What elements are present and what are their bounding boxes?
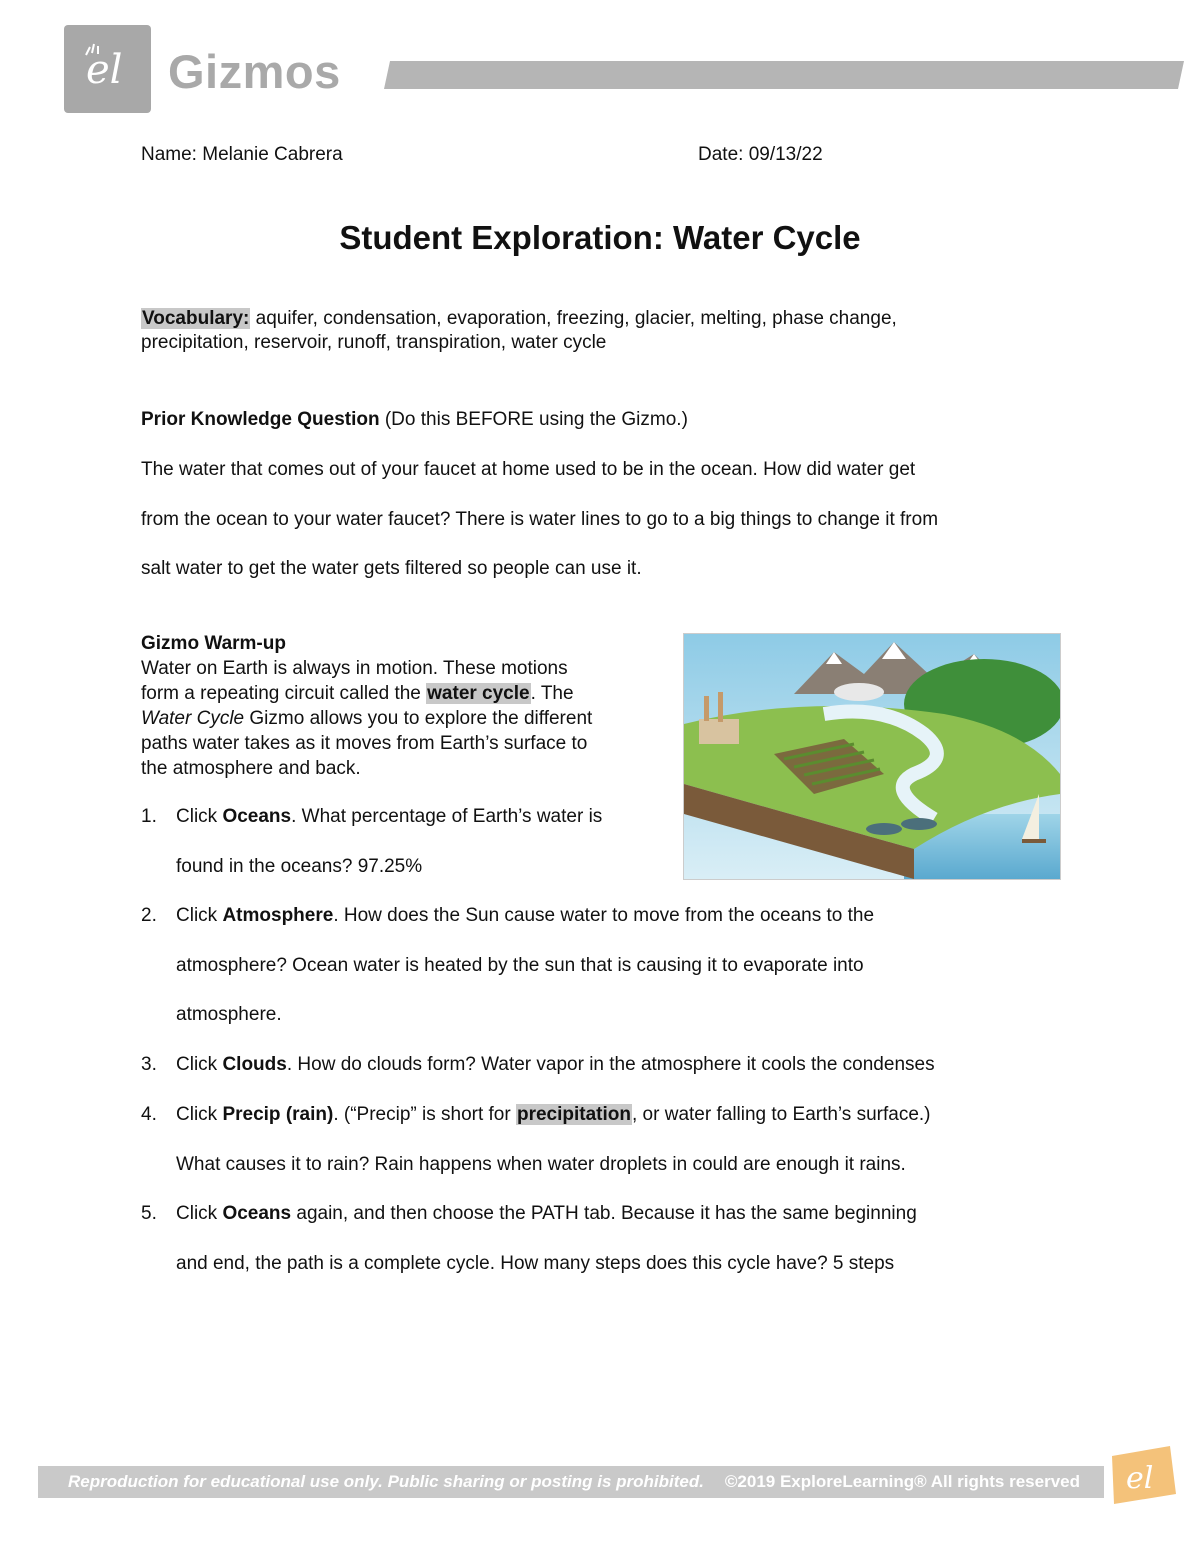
question-number: 4. [141,1104,157,1125]
page-title: Student Exploration: Water Cycle [339,219,861,256]
footer-bar [38,1466,1104,1498]
q-text: Click [176,905,223,926]
q-text: . How does the Sun cause water to move from the oceans to the [333,905,875,926]
warmup-line: Water on Earth is always in motion. These motions [141,658,568,679]
vocabulary-line-1: aquifer, condensation, evaporation, freezing, glacier, melting, phase change, [250,308,897,329]
gizmo-warmup [141,631,641,781]
water-cycle-illustration [683,633,1061,880]
date-field: Date: 09/13/22 [698,144,823,165]
warmup-line [141,706,641,731]
clouds-term: Clouds [222,1054,287,1075]
prior-knowledge-heading [141,408,1041,432]
q-text: Click [176,1104,223,1125]
vocabulary [141,307,1041,355]
question-number: 3. [141,1054,157,1075]
footer-copyright: ©2019 ExploreLearning® All rights reserved [724,1472,1080,1491]
prior-answer-line: salt water to get the water gets filtered so people can use it. [141,558,642,579]
q-text: . (“Precip” is short for [333,1104,516,1125]
warmup-text: . The [530,683,574,704]
footer-disclaimer: Reproduction for educational use only. Public sharing or posting is prohibited. [68,1472,704,1491]
answer-1: found in the oceans? 97.25% [176,856,423,877]
question-5 [176,1202,917,1226]
answer-5: and end, the path is a complete cycle. How many steps does this cycle have? 5 steps [176,1253,895,1274]
vocabulary-label: Vocabulary: [142,308,250,329]
oceans-term: Oceans [222,806,292,827]
question-number: 2. [141,905,157,926]
q-text: Click [176,1203,223,1224]
student-name: Name: Melanie Cabrera [141,144,343,165]
precipitation-term: precipitation [516,1104,631,1125]
brand-title: Gizmos [168,45,341,98]
q-text: Click [176,1054,223,1075]
q-text: , or water falling to Earth’s surface.) [632,1104,931,1125]
question-number: 1. [141,806,157,827]
question-2 [176,904,874,928]
warmup-line: paths water takes as it moves from Earth’s surface to [141,733,588,754]
atmosphere-term: Atmosphere [222,905,334,926]
q-text: Click [176,806,223,827]
warmup-text: Gizmo allows you to explore the different [244,708,593,729]
q-text: . How do clouds form? Water vapor in the atmosphere it cools the condenses [286,1054,935,1075]
prior-answer-line: from the ocean to your water faucet? There is water lines to go to a big things to change it from [141,509,939,530]
q-text: again, and then choose the PATH tab. Because it has the same beginning [291,1203,917,1224]
warmup-heading: Gizmo Warm-up [141,633,286,654]
question-4 [176,1103,931,1127]
prior-knowledge-label: Prior Knowledge Question [141,409,380,430]
gizmo-name: Water Cycle [141,708,245,729]
precip-term: Precip (rain) [222,1104,334,1125]
prior-answer-line: The water that comes out of your faucet at home used to be in the ocean. How did water get [141,459,916,480]
warmup-text: form a repeating circuit called the [141,683,427,704]
warmup-line [141,681,641,706]
prior-knowledge-note: (Do this BEFORE using the Gizmo.) [379,409,688,430]
explorelearning-logo-icon [64,25,151,113]
vocabulary-line-2: precipitation, reservoir, runoff, transpiration, water cycle [141,332,607,353]
warmup-line: the atmosphere and back. [141,758,361,779]
question-1 [176,805,602,829]
water-cycle-term: water cycle [427,683,530,704]
header-bar [384,61,1184,89]
explorelearning-footer-logo-icon [1104,1446,1176,1504]
svg-text:el: el [86,47,123,93]
svg-text:el: el [1126,1461,1154,1496]
q-text: . What percentage of Earth’s water is [291,806,603,827]
question-3 [176,1053,935,1077]
answer-4: What causes it to rain? Rain happens when water droplets in could are enough it rains. [176,1154,906,1175]
question-number: 5. [141,1203,157,1224]
answer-2: atmosphere. [176,1004,282,1025]
answer-2: atmosphere? Ocean water is heated by the sun that is causing it to evaporate into [176,955,864,976]
oceans-term: Oceans [222,1203,292,1224]
